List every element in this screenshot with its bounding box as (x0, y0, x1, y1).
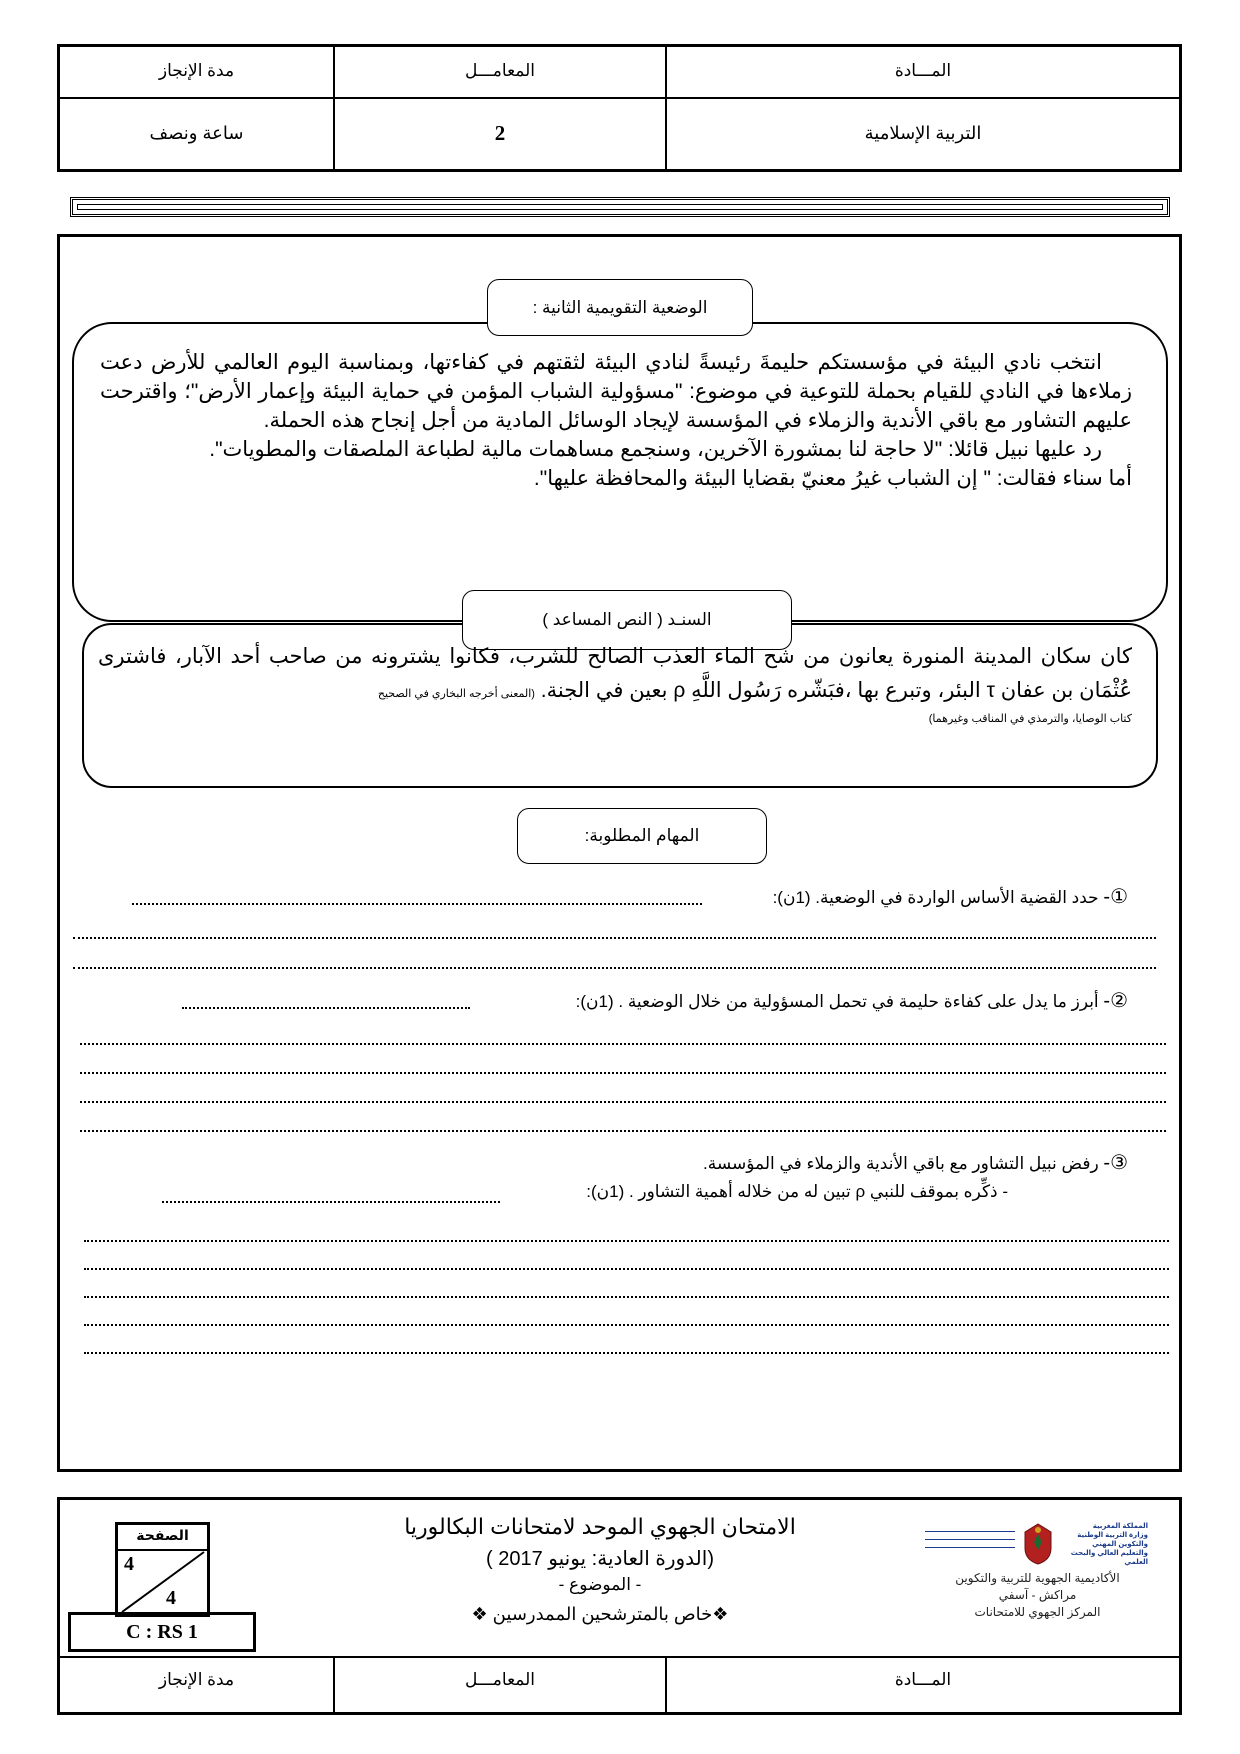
situation-text (100, 348, 1132, 493)
question-3-number: ③- (1103, 1152, 1128, 1174)
situation-paragraph-3: أما سناء فقالت: " إن الشباب غيرُ معنيّ بقضايا البيئة والمحافظة عليها". (533, 467, 1132, 490)
answer-line[interactable] (80, 1043, 1166, 1045)
question-3-text: رفض نبيل التشاور مع باقي الأندية والزملاء في المؤسسة. (702, 1154, 1099, 1173)
subject-label: المـــادة (894, 61, 952, 80)
answer-line[interactable] (84, 1240, 1169, 1242)
exam-title: الامتحان الجهوي الموحد لامتحانات البكالوريا (404, 1514, 796, 1539)
footer-coefficient-label: المعامـــل (464, 1670, 536, 1689)
answer-line[interactable] (132, 903, 702, 905)
question-1-number: ①- (1103, 886, 1128, 908)
exam-session: (الدورة العادية: يونيو 2017 ) (486, 1548, 714, 1570)
org-academy: الأكاديمية الجهوية للتربية والتكوين (955, 1571, 1120, 1585)
org-kingdom: المملكة المغربية (1092, 1523, 1148, 1530)
question-3 (703, 1150, 1128, 1175)
support-title: السنـد ( النص المساعد ) (462, 590, 792, 650)
org-ministry: وزارة التربية الوطنية والتكوين المهني (1077, 1532, 1148, 1548)
candidates-note: ❖خاص بالمترشحين الممدرسين ❖ (471, 1604, 729, 1624)
org-exam-center: المركز الجهوي للامتحانات (974, 1605, 1101, 1619)
coefficient-label: المعامـــل (464, 61, 536, 80)
question-2 (576, 988, 1128, 1013)
question-2-number: ②- (1103, 990, 1128, 1012)
situation-paragraph-2: رد عليها نبيل قائلا: "لا حاجة لنا بمشورة الآخرين، وسنجمع مساهمات مالية لطباعة الملصقات والمطويات". (209, 438, 1102, 461)
subject-value: التربية الإسلامية (864, 123, 982, 143)
answer-line[interactable] (73, 937, 1156, 939)
answer-line[interactable] (162, 1201, 500, 1203)
coefficient-value: 2 (494, 121, 506, 145)
question-3a-text: - ذكِّره بموقف للنبي ρ تبين له من خلاله أهمية التشاور . (1ن): (586, 1182, 1008, 1201)
duration-label: مدة الإنجاز (158, 61, 235, 80)
answer-line[interactable] (80, 1101, 1166, 1103)
question-1-text: حدد القضية الأساس الواردة في الوضعية. (1ن): (772, 888, 1099, 907)
support-reference-2: كتاب الوصايا، والترمذي في المناقب وغيرهما) (928, 713, 1132, 725)
answer-line[interactable] (84, 1352, 1169, 1354)
separator-bar (70, 197, 1170, 217)
org-ministry-2: والتعليم العالي والبحث العلمي (1070, 1550, 1148, 1566)
answer-line[interactable] (84, 1296, 1169, 1298)
page-total: 4 (166, 1587, 176, 1609)
page-current: 4 (124, 1553, 134, 1575)
answer-line[interactable] (80, 1130, 1166, 1132)
support-reference-1: (المعنى أخرجه البخاري في الصحيح (377, 688, 535, 700)
answer-line[interactable] (182, 1007, 470, 1009)
situation-title: الوضعية التقويمية الثانية : (487, 279, 753, 336)
answer-line[interactable] (84, 1268, 1169, 1270)
footer-duration-label: مدة الإنجاز (158, 1670, 235, 1689)
footer-row-divider (60, 1656, 1179, 1658)
answer-line[interactable] (84, 1324, 1169, 1326)
org-latin-text (925, 1524, 1015, 1548)
tasks-title: المهام المطلوبة: (517, 808, 767, 864)
situation-paragraph-1: انتخب نادي البيئة في مؤسستكم حليمةَ رئيسةً لنادي البيئة لثقتهم في كفاءتها، وبمناسبة اليوم العالمي للأرض دعت زملاءها في النادي للقيام بحملة للتوعية في موضوع: "مسؤولية الشباب المؤمن في حماية البيئة وإعمار الأرض"؛ واقترحت عليهم التشاور مع باقي الأندية والزملاء في المؤسسة لإيجاد الوسائل المادية من أجل إنجاح هذه الحملة. (100, 351, 1132, 432)
exam-code: C : RS 1 (68, 1612, 256, 1652)
question-2-text: أبرز ما يدل على كفاءة حليمة في تحمل المسؤولية من خلال الوضعية . (1ن): (575, 992, 1099, 1011)
answer-line[interactable] (73, 967, 1156, 969)
answer-line[interactable] (80, 1072, 1166, 1074)
emblem-icon (1021, 1522, 1055, 1566)
academy-logo (925, 1520, 1150, 1655)
page-number-box (115, 1522, 210, 1617)
footer-subject-label: المـــادة (894, 1670, 952, 1689)
duration-value: ساعة ونصف (149, 123, 244, 143)
header-table (57, 44, 1182, 172)
exam-subject-tag: - الموضوع - (558, 1575, 642, 1594)
page-label: الصفحة (136, 1527, 189, 1543)
support-text: كان سكان المدينة المنورة يعانون من شح الماء العذب الصالح للشرب، فكانوا يشترونه من صاحب أحد الآبار، فاشترى عُثْمَان بن عفان τ البئر، وتبرع بها ،فبَشّره رَسُول اللَّهِ ρ بعين في الجنة. (98, 645, 1132, 702)
org-region: مراكش - آسفي (998, 1588, 1077, 1602)
question-1 (773, 884, 1128, 909)
header-row-divider (60, 97, 1179, 99)
support-text-block (98, 640, 1132, 727)
